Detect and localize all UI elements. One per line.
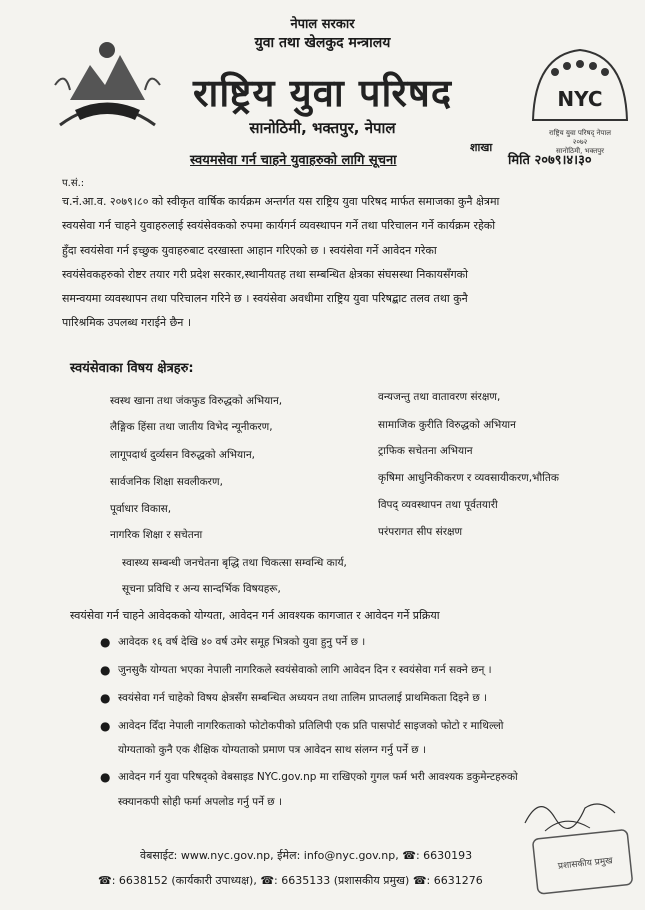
body-line: स्वयंसेवकहरुको रोष्टर तयार गरी प्रदेश सरकार,स्थानीयतह तथा सम्बन्धित क्षेत्रका संघसस्था निकायसँगको: [62, 267, 468, 281]
bullet-text: जुनसुकै योग्यता भएका नेपाली नागरिकले स्वयंसेवाको लागि आवेदन दिन र स्वयंसेवा गर्न सक्ने छन् ।: [118, 664, 492, 676]
process-bullet: [100, 686, 638, 710]
area-item: वन्यजन्तु तथा वातावरण संरक्षण,: [378, 391, 501, 403]
area-item: सार्वजनिक शिक्षा सवलीकरण,: [110, 476, 223, 488]
body-line: पारिश्रमिक उपलब्ध गराईने छैन ।: [62, 316, 192, 330]
footer-contact-line: वेबसाईट: www.nyc.gov.np, ईमेल: info@nyc.gov.np, ☎: 6630193: [140, 849, 473, 862]
bullet-dot-icon: ●: [100, 770, 111, 784]
bullet-dot-icon: ●: [100, 691, 111, 705]
org-address: सानोठिमी, भक्तपुर, नेपाल: [249, 119, 396, 137]
office-stamp: [530, 826, 640, 896]
notice-subject: स्वयमसेवा गर्न चाहने युवाहरुको लागि सूचना: [190, 153, 397, 168]
nyc-logo: [525, 40, 635, 155]
logo-caption-1: राष्ट्रिय युवा परिषद् नेपाल: [549, 129, 611, 137]
bullet-dot-icon: ●: [100, 719, 111, 733]
nyc-logo-icon: [525, 40, 635, 125]
process-bullet: [100, 658, 638, 682]
area-item: नागरिक शिक्षा र सचेतना: [110, 529, 203, 541]
logo-caption-2: २०७२: [572, 138, 588, 146]
area-item: लागूपदार्थ दुर्व्यसन विरुद्धको अभियान,: [110, 449, 256, 461]
footer-phone-line: ☎: 6638152 (कार्यकारी उपाध्यक्ष), ☎: 6635133 (प्रशासकीय प्रमुख) ☎: 6631276: [98, 874, 483, 887]
stamp-text: प्रशासकीय प्रमुख: [557, 856, 614, 872]
process-bullet: [100, 714, 638, 738]
bullet-dot-icon: ●: [100, 635, 111, 649]
nyc-logo-text: NYC: [557, 87, 603, 111]
notice-body: [62, 190, 637, 336]
area-item: स्वस्थ खाना तथा जंकफुड विरुद्धको अभियान,: [110, 395, 283, 407]
bullet-text: आवेदक १६ वर्ष देखि ४० वर्ष उमेर समूह भित्रको युवा हुनु पर्ने छ ।: [118, 636, 366, 648]
bullet-text: स्वयंसेवा गर्न चाहेको विषय क्षेत्रसँग सम्बन्धित अध्ययन तथा तालिम प्राप्तलाई प्राथमिकता दिइने छ ।: [118, 692, 488, 704]
bullet-text: स्क्यानकपी सोही फर्मा अपलोड गर्नु पर्ने छ ।: [118, 796, 282, 808]
area-item: पूर्वाधार विकास,: [110, 503, 172, 515]
body-line: स्वयसेवा गर्न चाहने युवाहरुलाई स्वयंसेवकको रुपमा कार्यगर्न व्यवस्थापन गर्ने तथा परिचालन गर्ने कार्यक्रम रहेको: [62, 219, 496, 233]
body-line: च.नं.आ.व. २०७९।८० को स्वीकृत वार्षिक कार्यक्रम अन्तर्गत यस राष्ट्रिय युवा परिषद मार्फत समाजका कुनै क्षेत्रमा: [62, 195, 500, 208]
area-item: कृषिमा आधुनिकीकरण र व्यवसायीकरण,भौतिक: [378, 472, 559, 484]
process-bullet: [100, 630, 638, 654]
logo-caption-3: सानोठिमी, भक्तपुर: [555, 147, 605, 155]
stamp-icon: [530, 826, 640, 896]
area-item: सूचना प्रविधि र अन्य सान्दर्भिक विषयहरू,: [122, 583, 281, 595]
area-item: परंपरागत सीप संरक्षण: [378, 526, 463, 538]
body-line: समन्वयमा व्यवस्थापन तथा परिचालन गरिने छ । स्वयंसेवा अवधीमा राष्ट्रिय युवा परिषद्बाट तलव तथा कुनै: [62, 292, 468, 306]
body-line: हुँदा स्वयंसेवा गर्न इच्छुक युवाहरुबाट दरखास्ता आहान गरिएको छ । स्वयंसेवा गर्ने आवेदन गरेका: [62, 243, 437, 257]
process-bullet-continued: [118, 738, 638, 762]
bullet-text: योग्यताको कुनै एक शैक्षिक योग्यताको प्रमाण पत्र आवेदन साथ संलग्न गर्नु पर्ने छ ।: [118, 744, 426, 756]
header-line-ministry: युवा तथा खेलकुद मन्त्रालय: [254, 35, 391, 51]
bullet-dot-icon: ●: [100, 663, 111, 677]
branch-label: शाखा: [470, 141, 493, 154]
area-item: स्वास्थ्य सम्बन्धी जनचेतना बृद्धि तथा चिकत्सा सम्वन्धि कार्य,: [122, 557, 347, 569]
notice-date: मिति २०७९।४।३०: [508, 153, 592, 168]
reference-number: प.सं.:: [62, 178, 85, 189]
area-item: विपद् व्यवस्थापन तथा पूर्वतयारी: [378, 499, 498, 511]
bullet-text: आवेदन गर्न युवा परिषद्को वेबसाइड NYC.gov.np मा राखिएको गुगल फर्म भरी आवश्यक डकुमेन्टहरुको: [118, 771, 518, 783]
area-item: ट्राफिक सचेतना अभियान: [378, 445, 473, 457]
org-name: राष्ट्रिय युवा परिषद: [192, 71, 453, 115]
process-heading: स्वयंसेवा गर्न चाहने आवेदकको योग्यता, आवेदन गर्न आवश्यक कागजात र आवेदन गर्ने प्रक्रिया: [70, 609, 440, 622]
area-item: सामाजिक कुरीति विरुद्धको अभियान: [378, 419, 516, 431]
header-line-government: नेपाल सरकार: [290, 17, 355, 32]
area-item: लैङ्गिक हिंसा तथा जातीय विभेद न्यूनीकरण,: [110, 421, 273, 433]
bullet-text: आवेदन दिँदा नेपाली नागरिकताको फोटोकपीको प्रतिलिपी एक प्रति पासपोर्ट साइजको फोटो र माथिल्लो: [118, 720, 504, 732]
areas-heading: स्वयंसेवाका विषय क्षेत्रहरु:: [70, 361, 194, 376]
